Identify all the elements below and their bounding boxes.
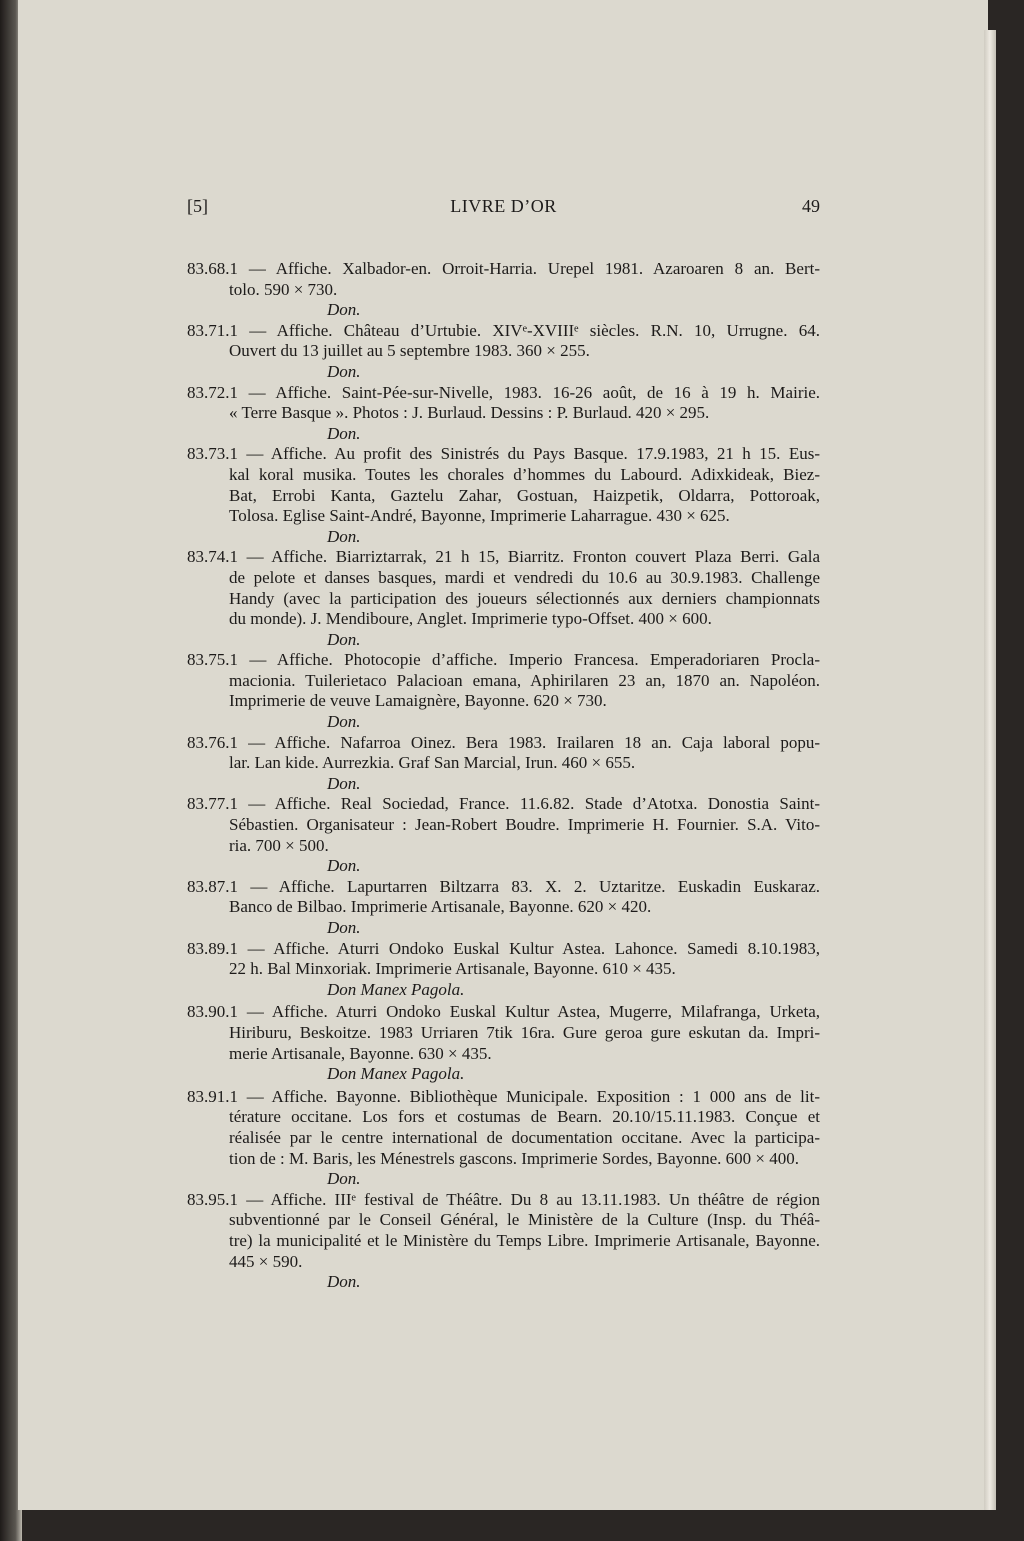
entry-line: subventionné par le Conseil Général, le Ministère de la Culture (Insp. du Théâ- bbox=[229, 1210, 820, 1230]
entry-line: térature occitane. Los fors et costumas de Bearn. 20.10/15.11.1983. Conçue et bbox=[229, 1107, 820, 1127]
entry-line: tolo. 590 × 730. bbox=[229, 279, 338, 299]
catalogue-entry bbox=[187, 733, 820, 795]
running-title: LIVRE D’OR bbox=[450, 196, 557, 216]
catalogue-entry bbox=[187, 383, 820, 445]
page-edge bbox=[984, 30, 996, 1510]
entry-line: macionia. Tuilerietaco Palacioan emana, Aphirilaren 23 an, 1870 an. Napoléon. bbox=[229, 670, 820, 690]
catalogue-entries bbox=[187, 259, 820, 1293]
entry-line: tre) la municipalité et le Ministère du Temps Libre. Imprimerie Artisanale, Bayonne. bbox=[229, 1230, 820, 1250]
catalogue-entry bbox=[187, 877, 820, 939]
entry-line: lar. Lan kide. Aurrezkia. Graf San Marcial, Irun. 460 × 655. bbox=[229, 753, 636, 773]
entry-line: tion de : M. Baris, les Ménestrels gascons. Imprimerie Sordes, Bayonne. 600 × 400. bbox=[229, 1148, 800, 1168]
page-number: 49 bbox=[802, 196, 820, 216]
catalogue-entry bbox=[187, 1190, 820, 1293]
donor-note: Don. bbox=[327, 1272, 361, 1292]
donor-note: Don. bbox=[327, 423, 361, 443]
entry-line: ria. 700 × 500. bbox=[229, 835, 329, 855]
entry-line: Handy (avec la participation des joueurs sélectionnés aux derniers championnats bbox=[229, 588, 820, 608]
catalogue-entry bbox=[187, 939, 820, 1001]
entry-line: du monde). J. Mendiboure, Anglet. Imprimerie typo-Offset. 400 × 600. bbox=[229, 609, 712, 629]
catalogue-entry bbox=[187, 1087, 820, 1190]
entry-first-line: 83.76.1 — Affiche. Nafarroa Oinez. Bera 1983. Irailaren 18 an. Caja laboral popu- bbox=[187, 732, 820, 752]
entry-first-line: 83.77.1 — Affiche. Real Sociedad, France. 11.6.82. Stade d’Atotxa. Donostia Saint- bbox=[187, 794, 820, 814]
entry-line: Hiriburu, Beskoitze. 1983 Urriaren 7tik 16ra. Gure geroa gure eskutan da. Impri- bbox=[229, 1022, 820, 1042]
entry-first-line: 83.91.1 — Affiche. Bayonne. Bibliothèque Municipale. Exposition : 1 000 ans de lit- bbox=[187, 1086, 820, 1106]
donor-note: Don. bbox=[327, 773, 361, 793]
entry-first-line: 83.72.1 — Affiche. Saint-Pée-sur-Nivelle, 1983. 16-26 août, de 16 à 19 h. Mairie. bbox=[187, 382, 820, 402]
catalogue-entry bbox=[187, 321, 820, 383]
entry-line: « Terre Basque ». Photos : J. Burlaud. Dessins : P. Burlaud. 420 × 295. bbox=[229, 403, 710, 423]
entry-first-line: 83.90.1 — Affiche. Aturri Ondoko Euskal Kultur Astea, Mugerre, Milafranga, Urketa, bbox=[187, 1002, 820, 1022]
donor-note: Don Manex Pagola. bbox=[327, 979, 465, 999]
donor-note: Don. bbox=[327, 300, 361, 320]
catalogue-entry bbox=[187, 650, 820, 732]
entry-line: de pelote et danses basques, mardi et vendredi du 10.6 au 30.9.1983. Challenge bbox=[229, 567, 820, 587]
catalogue-entry bbox=[187, 259, 820, 321]
entry-line: 22 h. Bal Minxoriak. Imprimerie Artisanale, Bayonne. 610 × 435. bbox=[229, 959, 676, 979]
donor-note: Don. bbox=[327, 918, 361, 937]
entry-first-line: 83.74.1 — Affiche. Biarriztarrak, 21 h 15, Biarritz. Fronton couvert Plaza Berri. Gala bbox=[187, 547, 820, 567]
entry-line: réalisée par le centre international de documentation occitane. Avec la participa- bbox=[229, 1127, 820, 1147]
catalogue-entry bbox=[187, 794, 820, 876]
catalogue-entry bbox=[187, 1002, 820, 1084]
entry-line: Imprimerie de veuve Lamaignère, Bayonne. 620 × 730. bbox=[229, 691, 607, 711]
entry-line: merie Artisanale, Bayonne. 630 × 435. bbox=[229, 1043, 492, 1063]
entry-line: Ouvert du 13 juillet au 5 septembre 1983. 360 × 255. bbox=[229, 341, 590, 361]
entry-first-line: 83.73.1 — Affiche. Au profit des Sinistrés du Pays Basque. 17.9.1983, 21 h 15. Eus- bbox=[187, 444, 820, 464]
donor-note: Don. bbox=[327, 712, 361, 732]
entry-first-line: 83.89.1 — Affiche. Aturri Ondoko Euskal Kultur Astea. Lahonce. Samedi 8.10.1983, bbox=[187, 938, 820, 958]
entry-first-line: 83.87.1 — Affiche. Lapurtarren Biltzarra 83. X. 2. Uztaritze. Euskadin Euskaraz. bbox=[187, 876, 820, 896]
donor-note: Don. bbox=[327, 629, 361, 649]
entry-first-line: 83.95.1 — Affiche. IIIᵉ festival de Théâtre. Du 8 au 13.11.1983. Un théâtre de région bbox=[187, 1189, 820, 1209]
entry-line: Sébastien. Organisateur : Jean-Robert Boudre. Imprimerie H. Fournier. S.A. Vito- bbox=[229, 815, 820, 835]
donor-note: Don Manex Pagola. bbox=[327, 1064, 465, 1084]
donor-note: Don. bbox=[327, 361, 361, 381]
entry-first-line: 83.75.1 — Affiche. Photocopie d’affiche. Imperio Francesa. Emperadoriaren Procla- bbox=[187, 650, 820, 670]
running-header bbox=[187, 196, 820, 218]
entry-line: kal koral musika. Toutes les chorales d’hommes du Labourd. Adixkideak, Biez- bbox=[229, 464, 820, 484]
entry-line: Bat, Errobi Kanta, Gaztelu Zahar, Gostuan, Haizpetik, Oldarra, Pottoroak, bbox=[229, 485, 820, 505]
chapter-number: [5] bbox=[187, 196, 208, 216]
entry-line: Banco de Bilbao. Imprimerie Artisanale, Bayonne. 620 × 420. bbox=[229, 897, 652, 917]
entry-line: 445 × 590. bbox=[229, 1251, 303, 1271]
donor-note: Don. bbox=[327, 1169, 361, 1189]
entry-first-line: 83.71.1 — Affiche. Château d’Urtubie. XIVᵉ-XVIIIᵉ siècles. R.N. 10, Urrugne. 64. bbox=[187, 320, 820, 340]
entry-line: Tolosa. Eglise Saint-André, Bayonne, Imprimerie Laharrague. 430 × 625. bbox=[229, 506, 730, 526]
donor-note: Don. bbox=[327, 856, 361, 876]
donor-note: Don. bbox=[327, 526, 361, 546]
catalogue-entry bbox=[187, 444, 820, 547]
catalogue-entry bbox=[187, 547, 820, 650]
entry-first-line: 83.68.1 — Affiche. Xalbador-en. Orroit-Harria. Urepel 1981. Azaroaren 8 an. Bert- bbox=[187, 259, 820, 278]
